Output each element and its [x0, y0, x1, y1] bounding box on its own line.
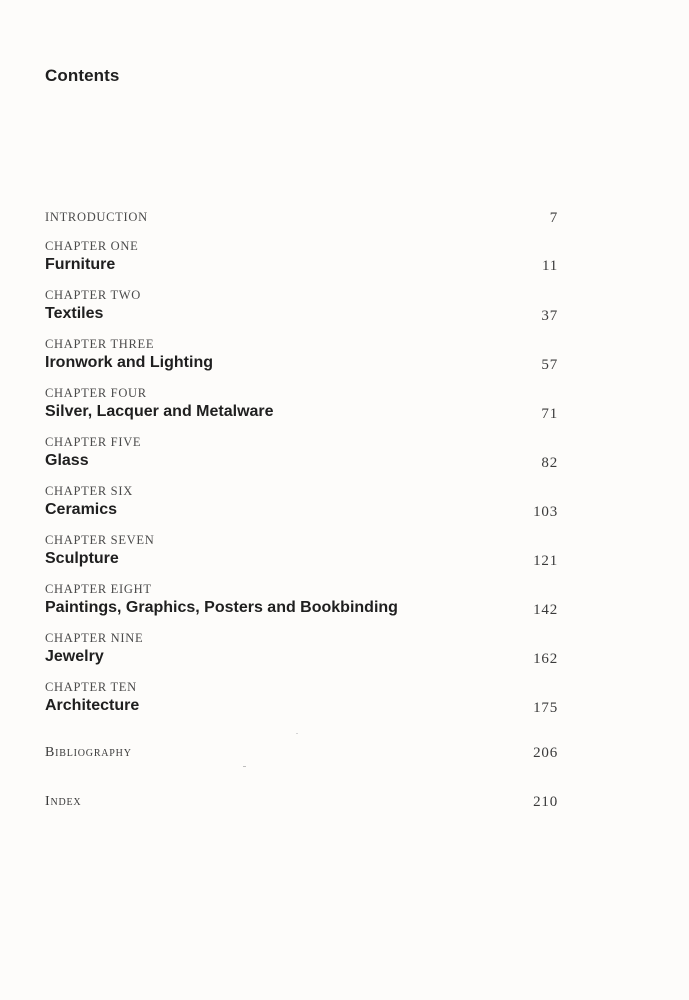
- chapter-kicker: CHAPTER ONE: [45, 239, 139, 253]
- chapter-title: Furniture: [45, 256, 116, 273]
- chapter-kicker: CHAPTER EIGHT: [45, 582, 152, 596]
- index-page-number: 210: [533, 794, 558, 810]
- bibliography-page-number: 206: [533, 745, 558, 761]
- chapter-kicker: CHAPTER FOUR: [45, 386, 147, 400]
- index-label: Index: [45, 794, 82, 809]
- chapter-page-number: 57: [541, 357, 558, 373]
- chapter-title: Silver, Lacquer and Metalware: [45, 403, 274, 420]
- chapter-kicker: CHAPTER FIVE: [45, 435, 142, 449]
- bibliography-label: Bibliography: [45, 745, 132, 760]
- page-title: Contents: [45, 66, 120, 85]
- paper-speck: [296, 733, 298, 734]
- chapter-page-number: 175: [533, 700, 558, 716]
- chapter-title: Textiles: [45, 305, 104, 322]
- chapter-kicker: CHAPTER THREE: [45, 337, 155, 351]
- chapter-kicker: CHAPTER TWO: [45, 288, 142, 302]
- chapter-title: Sculpture: [45, 550, 119, 567]
- chapter-kicker: CHAPTER TEN: [45, 680, 137, 694]
- chapter-title: Architecture: [45, 697, 140, 714]
- chapter-page-number: 71: [541, 406, 558, 422]
- chapter-title: Ironwork and Lighting: [45, 354, 213, 371]
- chapter-title: Paintings, Graphics, Posters and Bookbinding: [45, 599, 398, 616]
- chapter-page-number: 37: [541, 308, 558, 324]
- paper-speck: [243, 766, 246, 767]
- introduction-page-number: 7: [549, 210, 558, 226]
- chapter-title: Glass: [45, 452, 89, 469]
- chapter-page-number: 142: [533, 602, 558, 618]
- chapter-title: Jewelry: [45, 648, 104, 665]
- chapter-page-number: 82: [541, 455, 558, 471]
- chapter-kicker: CHAPTER NINE: [45, 631, 144, 645]
- chapter-kicker: CHAPTER SEVEN: [45, 533, 155, 547]
- chapter-kicker: CHAPTER SIX: [45, 484, 133, 498]
- chapter-title: Ceramics: [45, 501, 118, 518]
- chapter-page-number: 11: [541, 258, 558, 274]
- chapter-page-number: 162: [533, 651, 558, 667]
- chapter-page-number: 121: [533, 553, 558, 569]
- introduction-label: INTRODUCTION: [45, 210, 148, 224]
- chapter-page-number: 103: [533, 504, 558, 520]
